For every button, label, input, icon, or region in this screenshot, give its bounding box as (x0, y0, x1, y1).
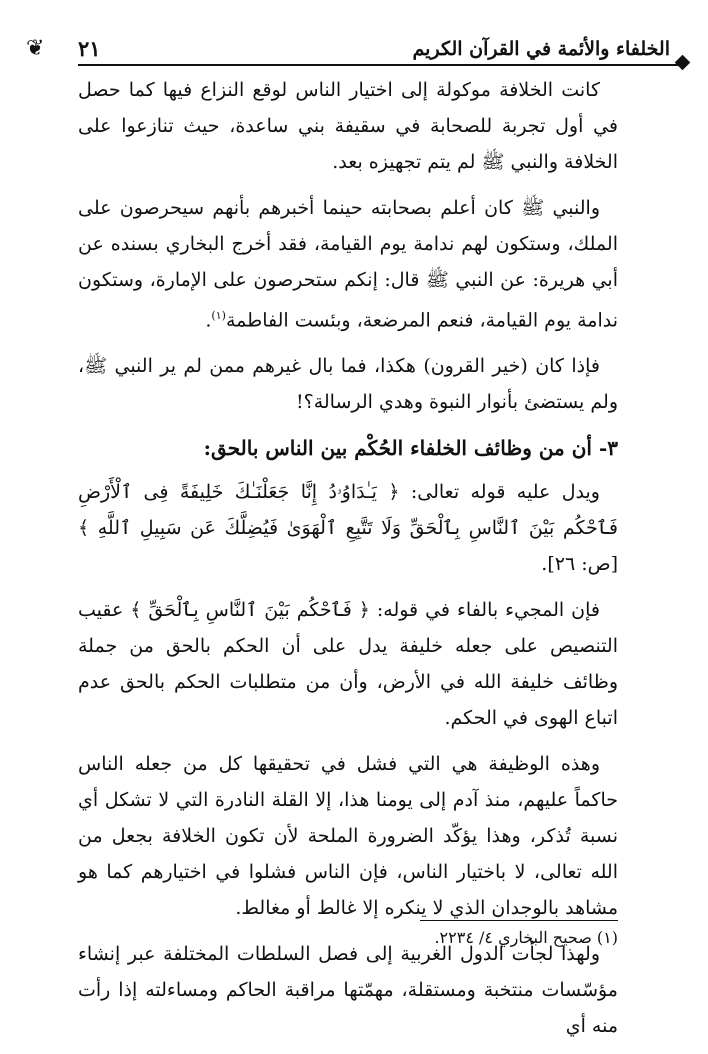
section-paragraph-1: ويدل عليه قوله تعالى: ﴿ يَـٰدَاوُۥدُ إِنَّا جَعَلْنَـٰكَ خَلِيفَةً فِى ٱلْأَرْضِ فَٱحْكُم بَيْنَ ٱلنَّاسِ بِٱلْحَقِّ وَلَا تَتَّبِعِ ٱلْهَوَىٰ فَيُضِلَّكَ عَن سَبِيلِ ٱللَّهِ ﴾ [ص: ٢٦]. (78, 481, 618, 576)
footnote-marker: (١) (211, 309, 226, 322)
paragraph-2: والنبي ﷺ كان أعلم بصحابته حينما أخبرهم بأنهم سيحرصون على الملك، وستكون لهم ندامة يوم القيامة، فقد أخرج البخاري بسنده عن أبي هريرة: عن النبي ﷺ قال: إنكم ستحرصون على الإمارة، وستكون ندامة يوم القيامة، فنعم المرضعة، وبئست الفاطمة$^{(١)}$. (78, 197, 618, 332)
footnote: (١) صحيح البخاري ٤/ ٢٢٣٤. (434, 928, 618, 947)
running-header (18, 30, 690, 66)
section-paragraph-3: وهذه الوظيفة هي التي فشل في تحقيقها كل من جعله الناس حاكماً عليهم، منذ آدم إلى يومنا هذا، إلا القلة النادرة التي لا تشكل أي نسبة تُذكر، وهذا يؤكّد الضرورة الملحة لأن تكون الخلافة بجعل من الله تعالى، لا باختيار الناس، فإن الناس فشلوا في اختيارهم كما هو مشاهد بالوجدان الذي لا ينكره إلا غالط أو مغالط. (78, 753, 618, 920)
page-number: ٢١ (78, 36, 101, 61)
paragraph-2-text: والنبي ﷺ كان أعلم بصحابته حينما أخبرهم بأنهم سيحرصون على الملك، وستكون لهم ندامة يوم القيامة، فقد أخرج البخاري بسنده عن أبي هريرة: عن النبي ﷺ قال: إنكم ستحرصون على الإمارة، وستكون ندامة يوم القيامة، فنعم المرضعة، وبئست الفاطمة (78, 197, 618, 332)
section-heading: ٣- أن من وظائف الخلفاء الحُكْم بين الناس بالحق: (203, 436, 618, 461)
header-title: الخلفاء والأئمة في القرآن الكريم (412, 38, 670, 60)
paragraph-1: كانت الخلافة موكولة إلى اختيار الناس لوقع النزاع فيها كما حصل في أول تجربة للصحابة في سقيفة بني ساعدة، حيث تنازعوا على الخلافة والنبي ﷺ لم يتم تجهيزه بعد. (78, 79, 618, 173)
footnote-rule (420, 920, 618, 921)
section-paragraph-4: ولهذا لجأت الدول الغربية إلى فصل السلطات المختلفة عبر إنشاء مؤسّسات منتخبة ومستقلة، مهمّتها مراقبة الحاكم ومساءلته إذا رأت منه أي (78, 943, 618, 1038)
floral-ornament-icon: ❦ (26, 36, 45, 61)
page-body (78, 72, 618, 1054)
diamond-ornament-icon (675, 55, 691, 71)
section-paragraph-2: فإن المجيء بالفاء في قوله: ﴿ فَٱحْكُم بَيْنَ ٱلنَّاسِ بِٱلْحَقِّ ﴾ عقيب التنصيص على جعله خليفة يدل على أن الحكم بالحق من جملة وظائف خليفة الله في الأرض، وأن من متطلبات الحكم بالحق عدم اتباع الهوى في الحكم. (78, 599, 618, 730)
paragraph-3: فإذا كان (خير القرون) هكذا، فما بال غيرهم ممن لم ير النبي ﷺ، ولم يستضئ بأنوار النبوة وهدي الرسالة؟! (78, 355, 618, 414)
header-rule (78, 64, 680, 66)
